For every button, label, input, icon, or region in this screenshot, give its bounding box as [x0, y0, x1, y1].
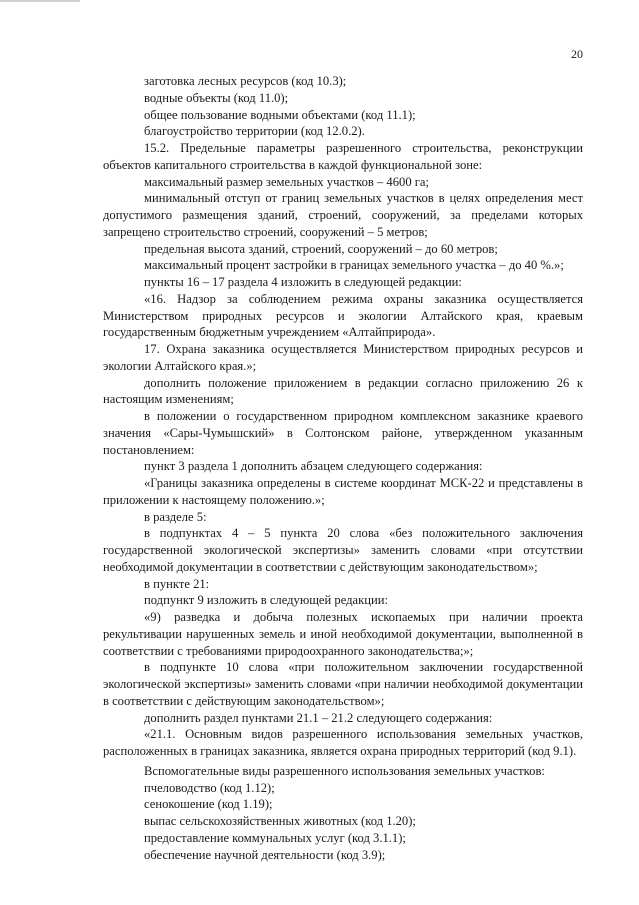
paragraph: благоустройство территории (код 12.0.2). — [144, 124, 365, 139]
paragraph: дополнить раздел пунктами 21.1 – 21.2 следующего содержания: — [144, 710, 493, 725]
paragraph: 17. Охрана заказника осуществляется Министерством природных ресурсов и экологии Алтайского края.»; — [103, 342, 583, 373]
paragraph: заготовка лесных ресурсов (код 10.3); — [144, 74, 347, 88]
paragraph: 15.2. Предельные параметры разрешенного строительства, реконструкции объектов капитального строительства в каждой функциональной зоне: — [103, 141, 583, 172]
paragraph: «9) разведка и добыча полезных ископаемых при наличии проекта рекультивации нарушенных земель и иной необходимой документации, выполненной в соответствии с требованиями природоохранного законодательства;»; — [103, 610, 583, 658]
paragraph: максимальный размер земельных участков – 4600 га; — [144, 174, 430, 189]
paragraph: в пункте 21: — [144, 576, 210, 591]
paragraph: водные объекты (код 11.0); — [144, 90, 289, 105]
paragraph: в разделе 5: — [144, 509, 207, 524]
paragraph: максимальный процент застройки в границах земельного участка – до 40 %.»; — [144, 258, 564, 273]
paragraph: сенокошение (код 1.19); — [144, 797, 273, 812]
paragraph: предоставление коммунальных услуг (код 3.1.1); — [144, 830, 406, 845]
paragraph: «Границы заказника определены в системе координат МСК-22 и представлены в приложении к настоящему положению.»; — [103, 476, 583, 507]
paragraph: Вспомогательные виды разрешенного использования земельных участков: — [144, 763, 545, 778]
paragraph: предельная высота зданий, строений, сооружений – до 60 метров; — [144, 241, 498, 256]
page-number: 20 — [571, 47, 583, 61]
document-body — [103, 73, 583, 863]
paragraph: «16. Надзор за соблюдением режима охраны заказника осуществляется Министерством природных ресурсов и экологии Алтайского края, краевым государственным бюджетным учреждением «Алтайприрода». — [103, 291, 583, 340]
paragraph: в положении о государственном природном комплексном заказнике краевого значения «Сары-Чумышский» в Солтонском районе, утвержденном указанным постановлением: — [103, 409, 583, 457]
paragraph: пункты 16 – 17 раздела 4 изложить в следующей редакции: — [144, 275, 462, 289]
paragraph: общее пользование водными объектами (код 11.1); — [144, 107, 416, 122]
paragraph: в подпункте 10 слова «при положительном заключении государственной экологической экспертизы» заменить словами «при наличии необходимой документации в соответствии с действующим законодательством»; — [103, 660, 583, 708]
paragraph: дополнить положение приложением в редакции согласно приложению 26 к настоящим изменениям; — [103, 375, 583, 407]
paragraph: «21.1. Основным видов разрешенного использования земельных участков, расположенных в границах заказника, является охрана природных территорий (код 9.1). — [103, 727, 583, 758]
paragraph: пчеловодство (код 1.12); — [144, 780, 275, 795]
paragraph: минимальный отступ от границ земельных участков в целях определения мест допустимого размещения зданий, строений, сооружений, за пределами которых запрещено строительство строений, сооружений – 5 метров; — [103, 191, 583, 239]
paragraph: пункт 3 раздела 1 дополнить абзацем следующего содержания: — [144, 459, 483, 474]
paragraph: в подпунктах 4 – 5 пункта 20 слова «без положительного заключения государственной экологической экспертизы» заменить словами «при отсутствии необходимой документации в соответствии с действующим законодательством»; — [103, 526, 583, 574]
paragraph: обеспечение научной деятельности (код 3.9); — [144, 847, 386, 862]
paragraph: выпас сельскохозяйственных животных (код 1.20); — [144, 814, 416, 828]
paragraph: подпункт 9 изложить в следующей редакции: — [144, 593, 388, 608]
scan-edge-mark — [0, 0, 80, 2]
